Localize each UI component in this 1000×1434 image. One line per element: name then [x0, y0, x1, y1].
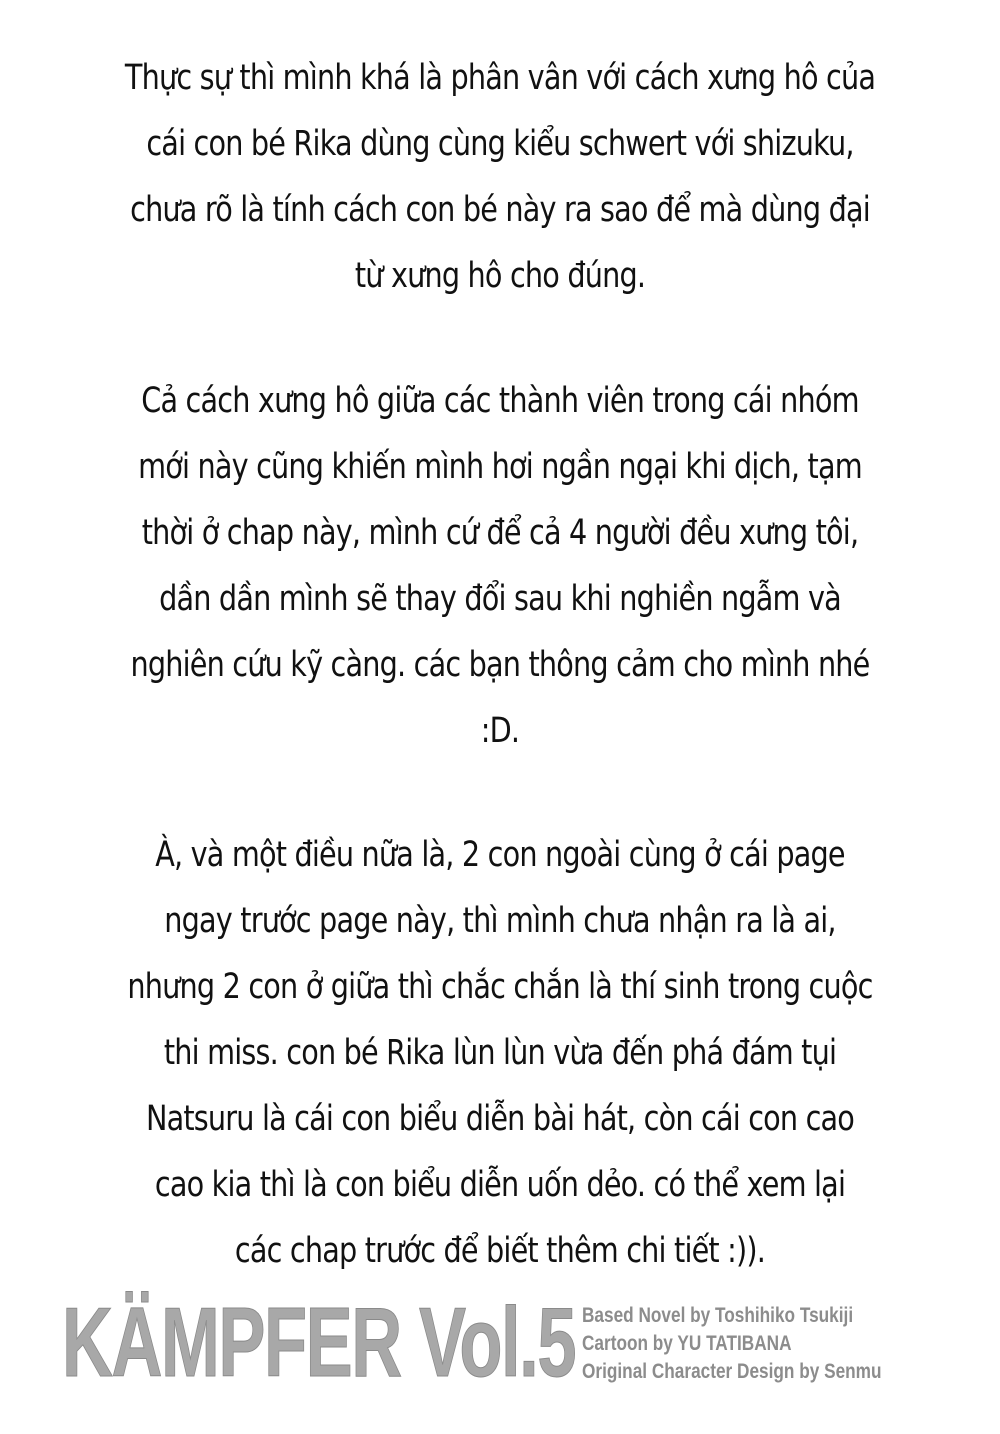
volume-title-logo: KÄMPFER Vol.5 [62, 1287, 576, 1397]
credits [582, 1302, 882, 1386]
text-line: nghiên cứu kỹ càng. các bạn thông cảm cho mình nhé [130, 645, 870, 685]
text-line: chưa rõ là tính cách con bé này ra sao để mà dùng đại [130, 190, 870, 230]
text-line: thời ở chap này, mình cứ để cả 4 người đều xưng tôi, [141, 513, 859, 553]
text-line: từ xưng hô cho đúng. [354, 256, 646, 296]
text-line: :D. [480, 711, 520, 751]
paragraph-translator-note-3 [123, 822, 877, 1284]
text-line: cao kia thì là con biểu diễn uốn dẻo. có thể xem lại [154, 1165, 846, 1205]
text-line: ngay trước page này, thì mình chưa nhận ra là ai, [164, 901, 836, 941]
text-line: Natsuru là cái con biểu diễn bài hát, còn cái con cao [145, 1099, 855, 1139]
footer-credits-block [62, 1287, 942, 1402]
text-line: Cả cách xưng hô giữa các thành viên trong cái nhóm [141, 381, 859, 421]
text-line: thi miss. con bé Rika lùn lùn vừa đến phá đám tụi [163, 1033, 837, 1073]
credit-cartoon: Cartoon by YU TATIBANA [582, 1332, 792, 1355]
text-line: dần dần mình sẽ thay đổi sau khi nghiền ngẫm và [159, 579, 841, 619]
credit-novel: Based Novel by Toshihiko Tsukiji [582, 1304, 854, 1327]
text-line: À, và một điều nữa là, 2 con ngoài cùng ở cái page [155, 835, 845, 875]
paragraph-translator-note-2 [123, 368, 877, 764]
credit-character-design: Original Character Design by Senmu [582, 1360, 882, 1383]
text-line: Thực sự thì mình khá là phân vân với cách xưng hô của [124, 58, 876, 98]
text-line: mới này cũng khiến mình hơi ngần ngại khi dịch, tạm [138, 447, 862, 487]
text-line: các chap trước để biết thêm chi tiết :)). [234, 1231, 766, 1271]
text-line: nhưng 2 con ở giữa thì chắc chắn là thí sinh trong cuộc [127, 967, 873, 1007]
paragraph-translator-note-1 [123, 45, 877, 309]
text-line: cái con bé Rika dùng cùng kiểu schwert với shizuku, [146, 124, 854, 164]
